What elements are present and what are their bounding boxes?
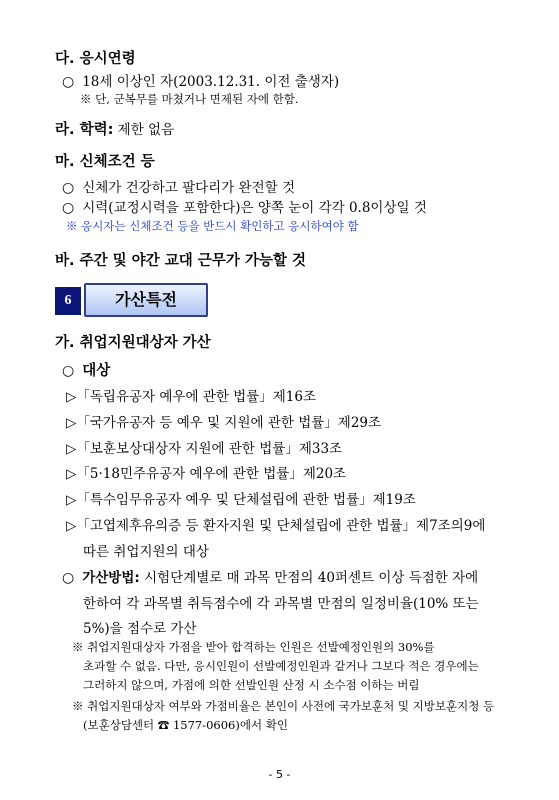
target-heading: ○ 대상 bbox=[62, 363, 111, 379]
law-item: ▷「국가유공자 등 예우 및 지원에 관한 법률」제29조 bbox=[66, 415, 382, 431]
law-item: ▷「5·18민주유공자 예우에 관한 법률」제20조 bbox=[66, 466, 347, 482]
bullet-physical-1: ○ 신체가 건강하고 팔다리가 완전할 것 bbox=[62, 180, 295, 196]
triangle-bullet-icon: ▷ bbox=[66, 518, 77, 534]
method-line-1: ○ 가산방법: 시험단계별로 매 과목 만점의 40퍼센트 이상 득점한 자에 bbox=[62, 570, 479, 586]
circle-bullet-icon: ○ bbox=[62, 570, 75, 586]
law-continuation: 따른 취업지원의 대상 bbox=[83, 544, 209, 560]
note-age: ※ 단, 군복무를 마쳤거나 면제된 자에 한함. bbox=[80, 92, 299, 106]
circle-bullet-icon: ○ bbox=[62, 363, 75, 379]
page-number: - 5 - bbox=[268, 768, 291, 781]
triangle-bullet-icon: ▷ bbox=[66, 415, 77, 431]
circle-bullet-icon: ○ bbox=[62, 200, 75, 216]
note-bonus-4: ※ 취업지원대상자 여부와 가점비율은 본인이 사전에 국가보훈처 및 지방보훈지청 등 bbox=[72, 699, 495, 713]
bullet-age: ○ 18세 이상인 자(2003.12.31. 이전 출생자) bbox=[62, 74, 340, 90]
law-item: ▷「고엽제후유의증 등 환자지원 및 단체설립에 관한 법률」제7조의9에 bbox=[66, 518, 486, 534]
note-physical: ※ 응시자는 신체조건 등을 반드시 확인하고 응시하여야 함 bbox=[66, 219, 359, 233]
section-number-badge: 6 bbox=[55, 287, 81, 315]
triangle-bullet-icon: ▷ bbox=[66, 492, 77, 508]
note-bonus-5: (보훈상담센터 ☎ 1577-0606)에서 확인 bbox=[83, 718, 288, 732]
triangle-bullet-icon: ▷ bbox=[66, 389, 77, 405]
circle-bullet-icon: ○ bbox=[62, 74, 75, 90]
section-heading-physical: 마. 신체조건 등 bbox=[55, 154, 155, 170]
bullet-physical-2: ○ 시력(교정시력을 포함한다)은 양쪽 눈이 각각 0.8이상일 것 bbox=[62, 200, 427, 216]
section-heading-age: 다. 응시연령 bbox=[55, 51, 136, 67]
triangle-bullet-icon: ▷ bbox=[66, 466, 77, 482]
law-item: ▷「독립유공자 예우에 관한 법률」제16조 bbox=[66, 389, 317, 405]
note-bonus-1: ※ 취업지원대상자 가점을 받아 합격하는 인원은 선발예정인원의 30%를 bbox=[72, 640, 435, 654]
law-item: ▷「특수임무유공자 예우 및 단체설립에 관한 법률」제19조 bbox=[66, 492, 416, 508]
section-title-box: 가산특전 bbox=[84, 283, 208, 317]
section-heading-education: 라. 학력: 제한 없음 bbox=[55, 122, 175, 138]
method-line-3: 5%)을 점수로 가산 bbox=[83, 621, 197, 637]
method-line-2: 한하여 각 과목별 취득점수에 각 과목별 만점의 일정비율(10% 또는 bbox=[83, 596, 479, 612]
note-bonus-3: 그러하지 않으며, 가점에 의한 선발인원 산정 시 소수점 이하는 버림 bbox=[83, 678, 420, 692]
law-item: ▷「보훈보상대상자 지원에 관한 법률」제33조 bbox=[66, 441, 343, 457]
circle-bullet-icon: ○ bbox=[62, 180, 75, 196]
section-heading-bonus: 가. 취업지원대상자 가산 bbox=[55, 335, 211, 351]
note-bonus-2: 초과할 수 없음. 다만, 응시인원이 선발예정인원과 같거나 그보다 적은 경우에는 bbox=[83, 659, 479, 673]
section-heading-shift: 바. 주간 및 야간 교대 근무가 가능할 것 bbox=[55, 253, 306, 269]
triangle-bullet-icon: ▷ bbox=[66, 441, 77, 457]
